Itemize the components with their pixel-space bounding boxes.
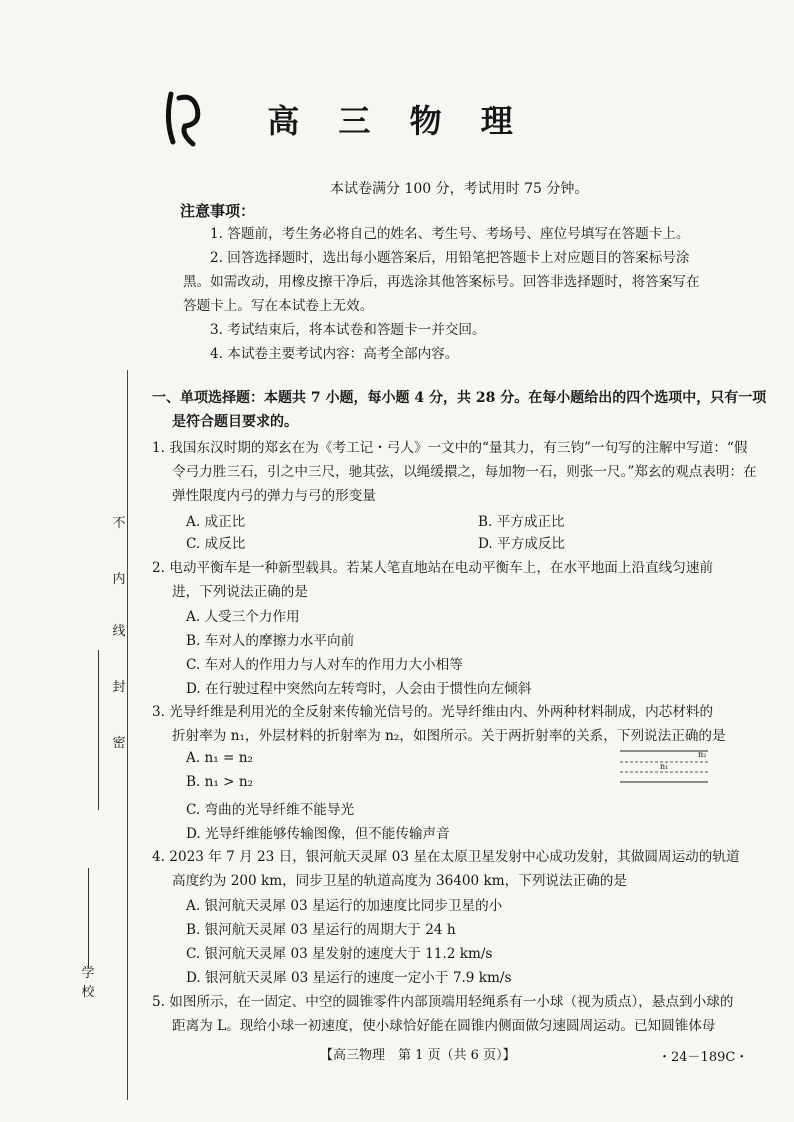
option-d[interactable]: D. 在行驶过程中突然向左转弯时，人会由于惯性向左倾斜	[186, 681, 532, 697]
seal-char: 不	[112, 516, 126, 531]
option-a[interactable]: A. n₁ = n₂	[186, 750, 253, 766]
notice-line: 1. 答题前，考生务必将自己的姓名、考生号、考场号、座位号填写在答题卡上。	[210, 226, 690, 242]
question-1-stem: 令弓力胜三石，引之中三尺，驰其弦，以绳缓擐之，每加物一石，则张一尺。”郑玄的观点表明：在	[172, 464, 757, 480]
question-1-stem: 1. 我国东汉时期的郑玄在为《考工记・弓人》一文中的“量其力，有三钧”一句写的注解中写道：“假	[152, 440, 748, 456]
option-c[interactable]: C. 车对人的作用力与人对车的作用力大小相等	[186, 657, 463, 673]
school-label: 学校	[81, 966, 95, 1000]
exam-info: 本试卷满分 100 分，考试用时 75 分钟。	[330, 181, 589, 197]
option-a[interactable]: A. 银河航天灵犀 03 星运行的加速度比同步卫星的小	[186, 898, 503, 914]
fill-line	[88, 868, 89, 968]
seal-char: 封	[112, 680, 126, 695]
question-3-stem: 折射率为 n₁，外层材料的折射率为 n₂，如图所示。关于两折射率的关系，下列说法正确的是	[172, 728, 726, 744]
section-heading: 一、单项选择题：本题共 7 小题，每小题 4 分，共 28 分。在每小题给出的四个选项中，只有一项	[152, 390, 767, 406]
notice-line: 4. 本试卷主要考试内容：高考全部内容。	[210, 346, 459, 362]
page-title: 高 三 物 理	[267, 102, 527, 140]
question-3-stem: 3. 光导纤维是利用光的全反射来传输光信号的。光导纤维由内、外两种材料制成，内芯材料的	[152, 704, 714, 720]
option-d[interactable]: D. 平方成反比	[478, 536, 566, 552]
page-footer: 【高三物理 第 1 页（共 6 页）】	[320, 1048, 516, 1063]
option-b[interactable]: B. 银河航天灵犀 03 星运行的周期大于 24 h	[186, 922, 456, 938]
question-2-stem: 2. 电动平衡车是一种新型载具。若某人笔直地站在电动平衡车上，在水平地面上沿直线匀速前	[152, 560, 714, 576]
notice-line: 答题卡上。写在本试卷上无效。	[183, 298, 374, 314]
option-d[interactable]: D. 银河航天灵犀 03 星运行的速度一定小于 7.9 km/s	[186, 970, 512, 986]
option-c[interactable]: C. 银河航天灵犀 03 星发射的速度大于 11.2 km/s	[186, 946, 493, 962]
paper-code: ・24－189C・	[658, 1050, 749, 1065]
notice-heading: 注意事项：	[180, 202, 256, 220]
option-b[interactable]: B. 平方成正比	[478, 514, 565, 530]
option-a[interactable]: A. 成正比	[186, 514, 246, 530]
question-5-stem: 5. 如图所示，在一固定、中空的圆锥零件内部顶端用轻绳系有一小球（视为质点），悬点到小球的	[152, 994, 734, 1010]
fill-line	[98, 650, 99, 810]
question-4-stem: 高度约为 200 km，同步卫星的轨道高度为 36400 km，下列说法正确的是	[172, 873, 627, 889]
seal-char: 内	[112, 572, 126, 587]
seal-char: 密	[112, 736, 126, 751]
option-d[interactable]: D. 光导纤维能够传输图像，但不能传输声音	[186, 826, 450, 842]
option-b[interactable]: B. 车对人的摩擦力水平向前	[186, 633, 355, 649]
question-2-stem: 进，下列说法正确的是	[172, 584, 308, 600]
option-b[interactable]: B. n₁ > n₂	[186, 774, 254, 790]
n1-label: n₁	[660, 762, 669, 771]
question-4-stem: 4. 2023 年 7 月 23 日，银河航天灵犀 03 星在太原卫星发射中心成功发射，其做圆周运动的轨道	[152, 849, 740, 865]
section-heading: 是符合题目要求的。	[172, 414, 298, 430]
n2-label: n₂	[698, 750, 707, 759]
notice-line: 3. 考试结束后，将本试卷和答题卡一并交回。	[210, 322, 486, 338]
option-a[interactable]: A. 人受三个力作用	[186, 609, 300, 625]
option-c[interactable]: C. 弯曲的光导纤维不能导光	[186, 802, 355, 818]
seal-char: 线	[112, 624, 126, 639]
notice-line: 2. 回答选择题时，选出每小题答案后，用铅笔把答题卡上对应题目的答案标号涂	[210, 250, 690, 266]
notice-line: 黑。如需改动，用橡皮擦干净后，再选涂其他答案标号。回答非选择题时，将答案写在	[183, 274, 700, 290]
question-5-stem: 距离为 L。现给小球一初速度，使小球恰好能在圆锥内侧面做匀速圆周运动。已知圆锥体母	[172, 1018, 716, 1034]
option-c[interactable]: C. 成反比	[186, 536, 246, 552]
optical-fiber-figure	[618, 748, 710, 784]
question-1-stem: 弹性限度内弓的弹力与弓的形变量	[172, 488, 376, 504]
